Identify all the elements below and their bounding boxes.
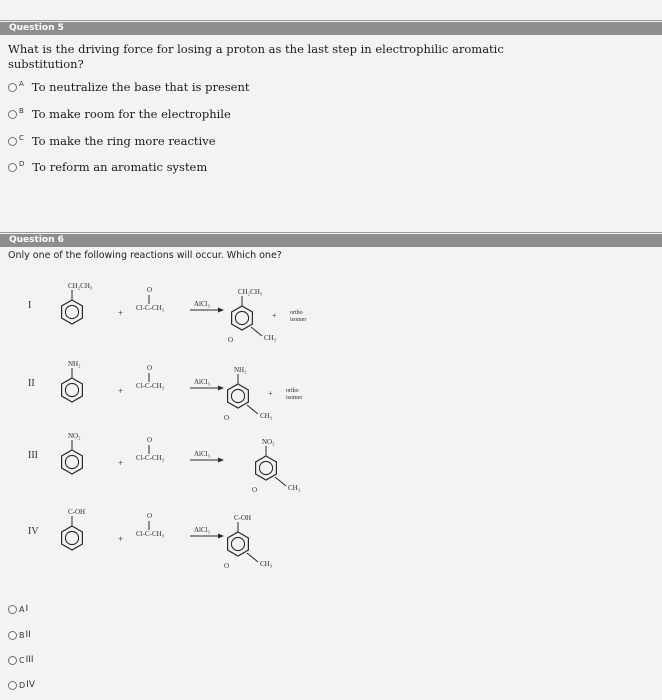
q6-option-c[interactable] xyxy=(8,655,34,665)
question-divider xyxy=(0,232,662,233)
row-1-product-acyl: CH₃ xyxy=(264,334,277,342)
row-2-reactant-ring-aromatic-circle xyxy=(65,383,78,396)
row-4-arrow-head xyxy=(218,534,224,539)
row-2-product-ring-aromatic-circle xyxy=(231,389,244,402)
row-3-reactant-group: NO₂ xyxy=(68,432,81,440)
row-2-arrow-head xyxy=(218,386,224,391)
row-4-product-acyl: CH₃ xyxy=(260,560,273,568)
row-1-reactant-ring-hexagon xyxy=(62,300,83,324)
question-6-text: Only one of the following reactions will occur. Which one? xyxy=(8,250,282,261)
row-2-isomer-line-2: isomer xyxy=(286,395,303,401)
q6-option-c-label: III xyxy=(25,655,34,665)
q5-option-a-letter: A xyxy=(19,80,24,88)
row-1-product-acyl-bond xyxy=(251,327,262,336)
row-1-product-plus: + xyxy=(272,311,277,320)
row-3-product-acyl-bond xyxy=(275,477,286,486)
row-1-isomer-line-2: isomer xyxy=(290,317,307,323)
row-4-plus: + xyxy=(118,534,124,544)
q6-option-a-label: I xyxy=(25,604,29,614)
row-1-product-ring-aromatic-circle xyxy=(235,311,248,324)
q5-option-b-radio[interactable] xyxy=(8,110,17,119)
q5-option-c[interactable] xyxy=(8,134,216,148)
row-2-reagent: Cl-C-CH₃ xyxy=(136,382,165,390)
row-2-reagent-oxygen: O xyxy=(147,364,153,372)
q6-option-b[interactable] xyxy=(8,630,31,640)
reaction-scheme-figure xyxy=(0,262,400,602)
question-5-header: Question 5 xyxy=(0,22,662,35)
row-1-reactant-ring-aromatic-circle xyxy=(65,305,78,318)
q5-option-c-label: To make the ring more reactive xyxy=(31,134,216,148)
q5-option-b-letter: B xyxy=(19,107,24,115)
row-4-reactant-ring-aromatic-circle xyxy=(65,531,78,544)
q5-option-d-letter: D xyxy=(19,160,25,168)
row-3-reagent-oxygen: O xyxy=(147,436,153,444)
row-4-product-ring-hexagon xyxy=(228,532,249,556)
top-divider xyxy=(0,20,662,21)
q6-option-b-label: II xyxy=(25,630,31,640)
row-2-product-acyl: CH₃ xyxy=(260,412,273,420)
row-3-reagent: Cl-C-CH₃ xyxy=(136,454,165,462)
q6-option-d-letter: D xyxy=(19,680,26,690)
row-3-numeral: III xyxy=(28,450,38,461)
row-3-product-ring-aromatic-circle xyxy=(259,461,272,474)
q5-option-b-label: To make room for the electrophile xyxy=(31,107,231,121)
row-1-plus: + xyxy=(118,308,124,318)
row-2-product-acyl-bond xyxy=(247,405,258,414)
row-2-product-acyl-oxygen: O xyxy=(224,414,230,422)
row-1-product-group: CH₂CH₃ xyxy=(238,288,263,296)
q5-option-a[interactable] xyxy=(8,80,250,94)
q5-option-d-label: To reform an aromatic system xyxy=(32,160,208,174)
q6-option-a-radio[interactable] xyxy=(8,605,17,614)
row-4-reactant-ring-hexagon xyxy=(62,526,83,550)
row-1-numeral: I xyxy=(28,300,32,311)
q5-option-d[interactable] xyxy=(8,160,207,174)
row-4-product-acyl-oxygen: O xyxy=(224,562,230,570)
row-2-product-ring-hexagon xyxy=(228,384,249,408)
row-2-numeral: II xyxy=(28,378,35,389)
q6-option-d-label: IV xyxy=(26,680,35,690)
q5-option-c-radio[interactable] xyxy=(8,137,17,146)
row-3-product-acyl-oxygen: O xyxy=(252,486,258,494)
question-6-header: Question 6 xyxy=(0,234,662,247)
row-2-product-group: NH₂ xyxy=(234,366,247,374)
q5-option-d-radio[interactable] xyxy=(8,163,17,172)
row-4-product-group: C-OH xyxy=(234,514,252,522)
q6-option-a[interactable] xyxy=(8,604,28,614)
q6-option-c-letter: C xyxy=(19,655,25,665)
q6-option-c-radio[interactable] xyxy=(8,656,17,665)
row-1-product-ring-hexagon xyxy=(232,306,253,330)
q5-option-a-label: To neutralize the base that is present xyxy=(31,80,250,94)
row-4-reagent: Cl-C-CH₃ xyxy=(136,530,165,538)
row-2-isomer-line-1: ortho xyxy=(286,388,299,394)
row-2-product-plus: + xyxy=(268,389,273,398)
row-2-reactant-group: NH₂ xyxy=(68,360,81,368)
row-3-arrow-head xyxy=(218,458,224,463)
row-1-reactant-group: CH₂CH₃ xyxy=(68,282,93,290)
q6-option-a-letter: A xyxy=(19,604,25,614)
row-4-reagent-oxygen: O xyxy=(147,512,153,520)
row-4-product-acyl-bond xyxy=(247,553,258,562)
row-1-catalyst: AlCl₃ xyxy=(194,300,211,308)
row-4-numeral: IV xyxy=(28,526,39,537)
row-4-product-ring-aromatic-circle xyxy=(231,537,244,550)
row-1-isomer-line-1: ortho xyxy=(290,310,303,316)
q5-option-b[interactable] xyxy=(8,107,231,121)
row-4-reactant-group: C-OH xyxy=(68,508,86,516)
row-2-catalyst: AlCl₃ xyxy=(194,378,211,386)
row-2-reactant-ring-hexagon xyxy=(62,378,83,402)
row-3-plus: + xyxy=(118,458,124,468)
row-3-reactant-ring-hexagon xyxy=(62,450,83,474)
row-3-product-acyl: CH₃ xyxy=(288,484,301,492)
row-3-product-ring-hexagon xyxy=(256,456,277,480)
row-1-reagent: Cl-C-CH₃ xyxy=(136,304,165,312)
q6-option-b-radio[interactable] xyxy=(8,631,17,640)
row-1-product-acyl-oxygen: O xyxy=(228,336,234,344)
row-3-product-group: NO₂ xyxy=(262,438,275,446)
q5-option-a-radio[interactable] xyxy=(8,83,17,92)
row-4-catalyst: AlCl₃ xyxy=(194,526,211,534)
q6-option-d[interactable] xyxy=(8,680,35,690)
q5-option-c-letter: C xyxy=(19,134,24,142)
q6-option-b-letter: B xyxy=(19,630,25,640)
row-1-reagent-oxygen: O xyxy=(147,286,153,294)
row-3-catalyst: AlCl₃ xyxy=(194,450,211,458)
row-2-plus: + xyxy=(118,386,124,396)
row-3-reactant-ring-aromatic-circle xyxy=(65,455,78,468)
row-1-arrow-head xyxy=(218,308,224,313)
question-5-text: What is the driving force for losing a proton as the last step in electrophilic aromatic substitution? xyxy=(8,42,504,71)
q6-option-d-radio[interactable] xyxy=(8,681,17,690)
